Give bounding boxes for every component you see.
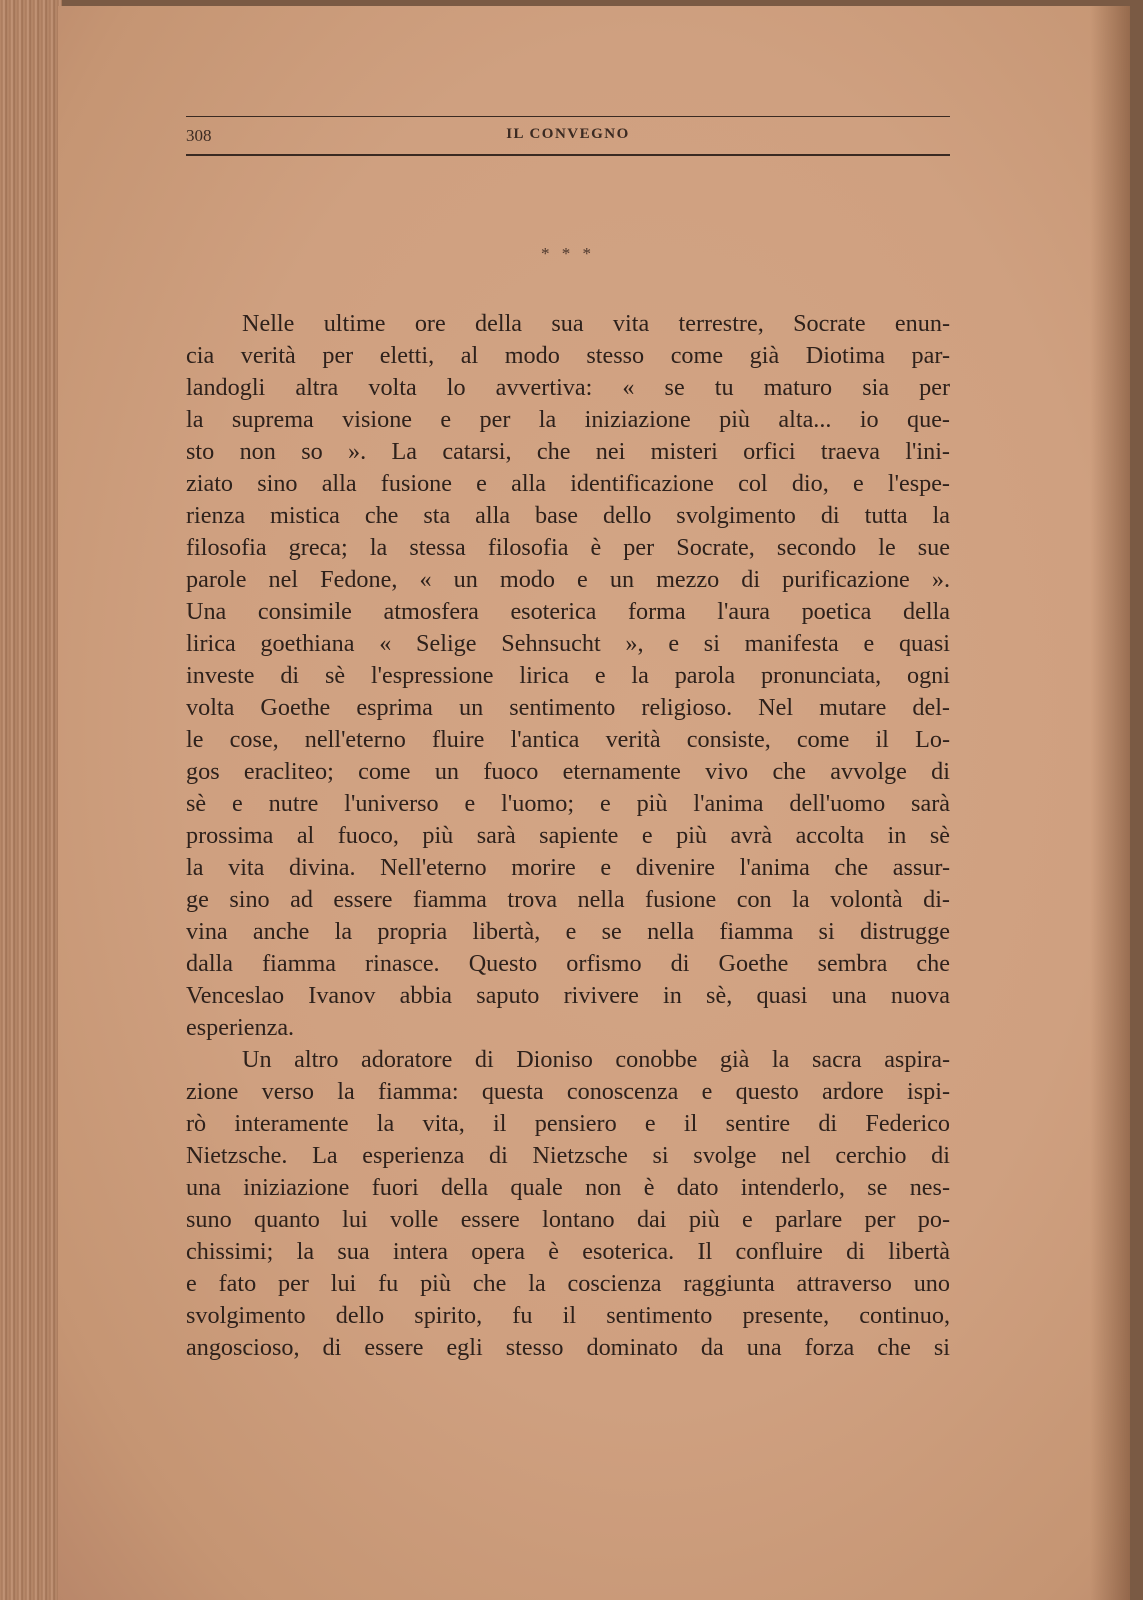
text-line: prossima al fuoco, più sarà sapiente e più avrà accolta in sè (186, 822, 950, 849)
text-line: sto non so ». La catarsi, che nei misteri orfici traeva l'ini- (186, 438, 950, 465)
text-line: gos eracliteo; come un fuoco eternamente vivo che avvolge di (186, 758, 950, 785)
running-head: IL CONVEGNO (506, 126, 630, 142)
text-line: volta Goethe esprima un sentimento religioso. Nel mutare del- (186, 694, 950, 721)
text-line: investe di sè l'espressione lirica e la parola pronunciata, ogni (186, 662, 950, 689)
text-line: esperienza. (186, 1014, 295, 1041)
text-line: cia verità per eletti, al modo stesso come già Diotima par- (186, 342, 950, 369)
body-text (186, 308, 950, 1364)
text-line: Venceslao Ivanov abbia saputo rivivere in sè, quasi una nuova (186, 982, 950, 1009)
text-line: vina anche la propria libertà, e se nella fiamma si distrugge (186, 918, 950, 945)
text-line: una iniziazione fuori della quale non è dato intenderlo, se nes- (186, 1174, 950, 1201)
page-gutter-shadow (1090, 6, 1130, 1600)
text-line: suno quanto lui volle essere lontano dai più e parlare per po- (186, 1206, 950, 1233)
text-line: Nietzsche. La esperienza di Nietzsche si svolge nel cerchio di (186, 1142, 950, 1169)
text-line: Nelle ultime ore della sua vita terrestre, Socrate enun- (242, 310, 950, 337)
book-page-edges (0, 0, 62, 1600)
text-line: ziato sino alla fusione e alla identificazione col dio, e l'espe- (186, 470, 950, 497)
text-line: chissimi; la sua intera opera è esoterica. Il confluire di libertà (186, 1238, 950, 1265)
text-line: svolgimento dello spirito, fu il sentimento presente, continuo, (186, 1302, 950, 1329)
text-line: ge sino ad essere fiamma trova nella fusione con la volontà di- (186, 886, 950, 913)
text-line: lirica goethiana « Selige Sehnsucht », e si manifesta e quasi (186, 630, 950, 657)
header-rule-top (186, 116, 950, 117)
text-line: rienza mistica che sta alla base dello svolgimento di tutta la (186, 502, 950, 529)
text-line: sè e nutre l'universo e l'uomo; e più l'anima dell'uomo sarà (186, 790, 950, 817)
text-line: la suprema visione e per la iniziazione più alta... io que- (186, 406, 950, 433)
text-line: le cose, nell'eterno fluire l'antica verità consiste, come il Lo- (186, 726, 950, 753)
text-line: Un altro adoratore di Dioniso conobbe già la sacra aspira- (242, 1046, 950, 1073)
text-line: landogli altra volta lo avvertiva: « se tu maturo sia per (186, 374, 950, 401)
text-line: angoscioso, di essere egli stesso dominato da una forza che si (186, 1334, 950, 1361)
text-line: parole nel Fedone, « un modo e un mezzo di purificazione ». (186, 566, 950, 593)
paragraph-1 (186, 308, 950, 1044)
text-line: la vita divina. Nell'eterno morire e divenire l'anima che assur- (186, 854, 950, 881)
text-line: filosofia greca; la stessa filosofia è per Socrate, secondo le sue (186, 534, 950, 561)
text-line: zione verso la fiamma: questa conoscenza e questo ardore ispi- (186, 1078, 950, 1105)
page-number: 308 (186, 126, 212, 145)
text-line: e fato per lui fu più che la coscienza raggiunta attraverso uno (186, 1270, 950, 1297)
text-line: dalla fiamma rinasce. Questo orfismo di Goethe sembra che (186, 950, 950, 977)
text-line: Una consimile atmosfera esoterica forma l'aura poetica della (186, 598, 950, 625)
text-line: rò interamente la vita, il pensiero e il sentire di Federico (186, 1110, 950, 1137)
header-rule-bottom (186, 154, 950, 156)
section-separator: * * * (541, 244, 595, 263)
page-header (186, 110, 950, 158)
paragraph-2 (186, 1044, 950, 1364)
